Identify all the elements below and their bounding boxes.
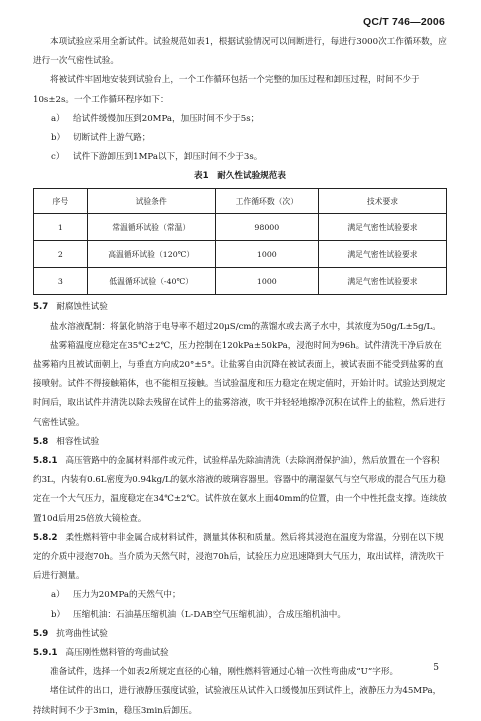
section-number: 5.9.1 [33, 648, 58, 659]
table-cell: 低温循环试验（-40℃） [87, 268, 215, 295]
table-cell: 98000 [215, 214, 318, 241]
section-heading-5-9-1 [33, 644, 447, 663]
section-number: 5.8 [33, 436, 49, 447]
clause-text: 柔性燃料管中非金属合成材料试件，测量其体积和质量。然后将其浸泡在温度为常温，分别在以下规定的介质中浸泡70h。当介质为天然气时，浸泡70h后，试验压力应迅速降到大气压力，取出试样，清洗吹干后进行测量。 [33, 532, 445, 582]
table-cell: 1000 [215, 268, 318, 295]
section-number: 5.9 [33, 628, 49, 639]
list-item [33, 586, 447, 605]
clause-5-8-1 [33, 452, 447, 529]
paragraph: 准备试件，选择一个如表2所规定直径的心轴，刚性燃料管通过心轴一次性弯曲成“U”字形。 [50, 667, 399, 678]
clause-number: 5.8.2 [33, 532, 58, 543]
table-cell: 满足气密性试验要求 [318, 241, 446, 268]
clause-text: 高压管路中的金属材料部件或元件，试验样品先除油清洗（去除润滑保护油），然后放置在一个容积约3L，内装有0.6L密度为0.94kg/L的氨水溶液的玻璃容器里。容器中的潮湿氨气与空气形成的混合气压力稳定在一个大气压力，温度稳定在34℃±2℃。试件放在氨水上面40mm的位置，由一个中性托盘支撑。连续放置10d后用25倍放大镜检查。 [33, 456, 447, 524]
list-item [33, 129, 447, 148]
page-number: 5 [433, 663, 439, 673]
table-cell: 2 [34, 241, 88, 268]
list-marker: c） [51, 152, 65, 163]
header-cell: 技术要求 [318, 189, 446, 214]
clause-number: 5.8.1 [33, 456, 58, 467]
list-item [33, 110, 447, 129]
header-cell: 试验条件 [87, 189, 215, 214]
table-cell: 满足气密性试验要求 [318, 214, 446, 241]
table-row [34, 268, 447, 295]
table-row [34, 214, 447, 241]
table-cell: 1000 [215, 241, 318, 268]
section-heading-5-8 [33, 433, 447, 452]
list-marker: b） [51, 609, 66, 620]
section-title: 相容性试验 [56, 436, 100, 447]
list-text: 切断试件上游气路； [73, 133, 151, 144]
page-body [33, 33, 447, 721]
header-cell: 序号 [34, 189, 88, 214]
table-cell: 高温循环试验（120℃） [87, 241, 215, 268]
header-cell: 工作循环数（次） [215, 189, 318, 214]
table-cell: 1 [34, 214, 88, 241]
section-heading-5-7 [33, 298, 447, 317]
table-header-row [34, 189, 447, 214]
paragraph: 堵住试件的出口，进行液静压强度试验，试验液压从试件入口缓慢加压到试件上，液静压力为45MPa，持续时间不少于3min，稳压3min后卸压。 [33, 686, 442, 716]
table-title: 表1 耐久性试验规范表 [194, 171, 286, 182]
list-text: 压力为20MPa的天然气中； [73, 590, 181, 601]
section-title: 抗弯曲性试验 [56, 628, 108, 639]
list-marker: b） [51, 133, 66, 144]
table-cell: 3 [34, 268, 88, 295]
section-title: 耐腐蚀性试验 [56, 302, 108, 313]
list-text: 试件下游卸压到1MPa以下，卸压时间不少于3s。 [73, 152, 263, 163]
list-marker: a） [51, 590, 65, 601]
durability-spec-table [33, 188, 447, 295]
paragraph: 盐水溶液配制：将氯化钠溶于电导率不超过20μS/cm的蒸馏水或去离子水中，其浓度为50g/L±5g/L。 [50, 321, 441, 332]
intro-paragraph-2: 将被试件牢固地安装到试验台上，一个工作循环包括一个完整的加压过程和卸压过程，时间不少于10s±2s。一个工作循环程序如下： [33, 75, 420, 105]
paragraph: 盐雾箱温度应稳定在35℃±2℃，压力控制在120kPa±50kPa，浸泡时间为96h。试件清洗干净后放在盐雾箱内且被试面朝上，与垂直方向成20°±5°。让盐雾自由沉降在被试表面上，被试表面不能受到盐雾的直接喷射。试件不得接触箱体，也不能相互接触。当试验温度和压力稳定在规定值时，开始计时。试验达到规定时间后，取出试件并清洗以除去残留在试件上的盐雾溶液，吹干并轻轻地擦净沉积在试件上的盐粒，然后进行气密性试验。 [33, 340, 446, 428]
table-cell: 满足气密性试验要求 [318, 268, 446, 295]
clause-5-8-2 [33, 529, 447, 587]
list-item [33, 148, 447, 167]
intro-paragraph-1: 本项试验应采用全新试件。试验规范如表1，根据试验情况可以间断进行，每进行3000次工作循环数，应进行一次气密性试验。 [33, 37, 447, 67]
list-text: 给试件缓慢加压到20MPa，加压时间不少于5s； [73, 113, 260, 124]
section-heading-5-9 [33, 625, 447, 644]
list-item [33, 606, 447, 625]
list-marker: a） [51, 113, 65, 124]
list-text: 压缩机油：石油基压缩机油（L-DAB空气压缩机油），合成压缩机油中。 [73, 609, 346, 620]
section-number: 5.7 [33, 302, 49, 313]
document-code: QC/T 746—2006 [363, 16, 445, 28]
section-title: 高压刚性燃料管的弯曲试验 [65, 648, 169, 659]
table-cell: 常温循环试验（常温） [87, 214, 215, 241]
table-row [34, 241, 447, 268]
